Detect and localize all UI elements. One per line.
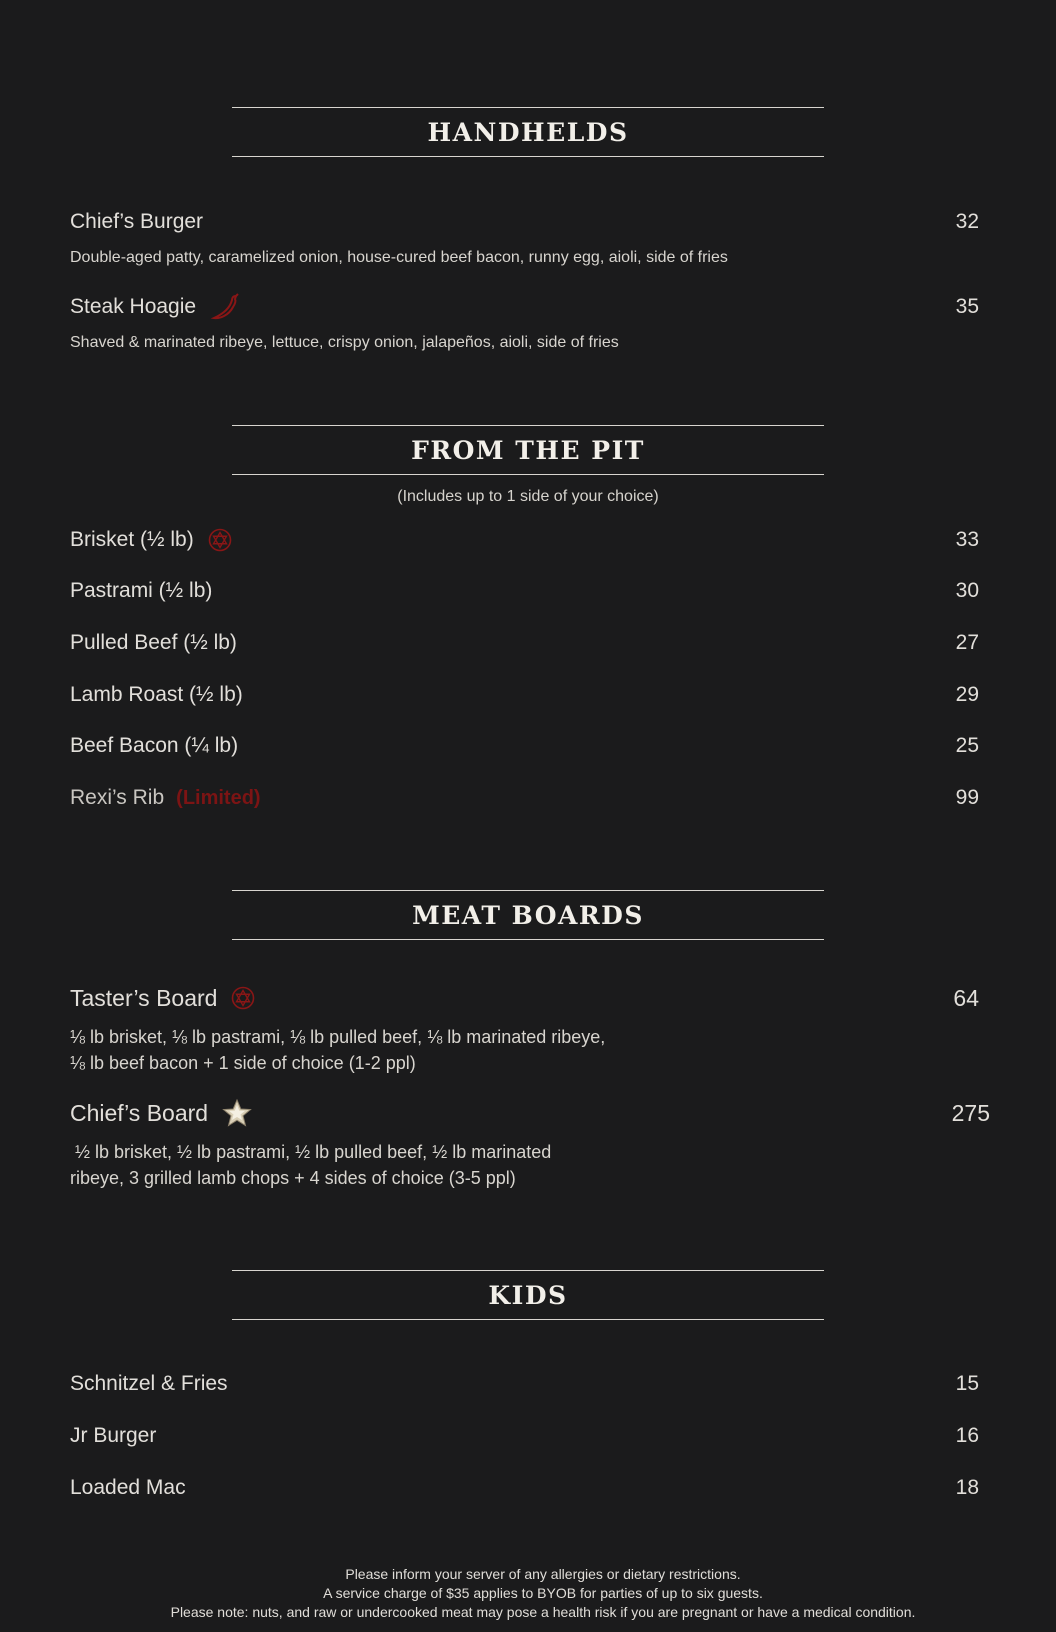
menu-item-jr-burger [70,1421,990,1451]
item-price: 30 [955,579,979,602]
item-description: Double-aged patty, caramelized onion, house-cured beef bacon, runny egg, aioli, side of fries [70,249,728,266]
menu-item-loaded-mac [70,1473,990,1503]
item-name: Brisket (½ lb) [70,528,194,551]
item-name: Rexi’s Rib [70,786,165,809]
item-price: 35 [955,295,979,318]
menu-item-tasters-board [70,983,990,1013]
menu-item-steak-hoagie [70,292,990,322]
section-title: MEAT BOARDS [412,900,644,930]
gold-star-icon [222,1098,252,1128]
item-price: 27 [955,631,979,654]
menu-item-brisket [70,525,990,555]
menu-item-lamb-roast [70,680,990,710]
item-name: Steak Hoagie [70,295,197,318]
chili-pepper-icon [210,293,240,321]
star-of-david-icon [231,986,255,1010]
item-description [70,1139,551,1191]
item-name: Taster’s Board [70,984,218,1011]
section-title: KIDS [488,1280,568,1310]
item-name: Pulled Beef (½ lb) [70,631,237,654]
footer-line: Please note: nuts, and raw or undercooked meat may pose a health risk if you are pregnant or have a medical condition. [170,1604,916,1620]
footer-line: Please inform your server of any allergies or dietary restrictions. [345,1566,741,1582]
item-name: Beef Bacon (¼ lb) [70,734,239,757]
menu-item-pastrami [70,576,990,606]
item-name: Jr Burger [70,1424,157,1447]
item-name: Pastrami (½ lb) [70,579,213,602]
item-price: 18 [955,1476,979,1499]
item-price: 25 [955,734,979,757]
section-title: HANDHELDS [427,117,629,147]
menu-item-rexis-rib [70,783,990,813]
section-header-handhelds [232,107,824,157]
section-header-from-the-pit [232,425,824,475]
section-title: FROM THE PIT [411,435,645,465]
star-of-david-icon [208,528,232,552]
item-name: Lamb Roast (½ lb) [70,683,243,706]
footer-notice [0,1565,1056,1622]
section-header-meat-boards [232,890,824,940]
menu-item-pulled-beef [70,628,990,658]
menu-item-schnitzel-fries [70,1369,990,1399]
menu-item-chiefs-board [70,1098,990,1128]
item-price: 32 [955,210,979,233]
item-price: 29 [955,683,979,706]
description-line: ribeye, 3 grilled lamb chops + 4 sides of choice (3-5 ppl) [70,1168,516,1188]
section-note: (Includes up to 1 side of your choice) [397,488,659,505]
description-line: ½ lb brisket, ½ lb pastrami, ½ lb pulled beef, ½ lb marinated [70,1142,552,1162]
item-name: Chief’s Board [70,1099,209,1126]
item-description [70,1024,605,1076]
item-price: 15 [955,1372,979,1395]
menu-item-chiefs-burger [70,207,990,237]
limited-badge: (Limited) [176,786,261,809]
item-price: 64 [953,984,979,1011]
item-price: 16 [955,1424,979,1447]
footer-line: A service charge of $35 applies to BYOB for parties of up to six guests. [323,1585,763,1601]
description-line: ⅛ lb brisket, ⅛ lb pastrami, ⅛ lb pulled beef, ⅛ lb marinated ribeye, [70,1027,606,1047]
item-price: 33 [955,528,979,551]
section-header-kids [232,1270,824,1320]
item-name: Schnitzel & Fries [70,1372,228,1395]
description-line: ⅛ lb beef bacon + 1 side of choice (1-2 ppl) [70,1053,416,1073]
item-name: Chief’s Burger [70,210,204,233]
item-price: 99 [955,786,979,809]
item-description: Shaved & marinated ribeye, lettuce, crispy onion, jalapeños, aioli, side of fries [70,334,619,351]
item-price: 275 [951,1099,990,1126]
menu-item-beef-bacon [70,731,990,761]
item-name: Loaded Mac [70,1476,186,1499]
